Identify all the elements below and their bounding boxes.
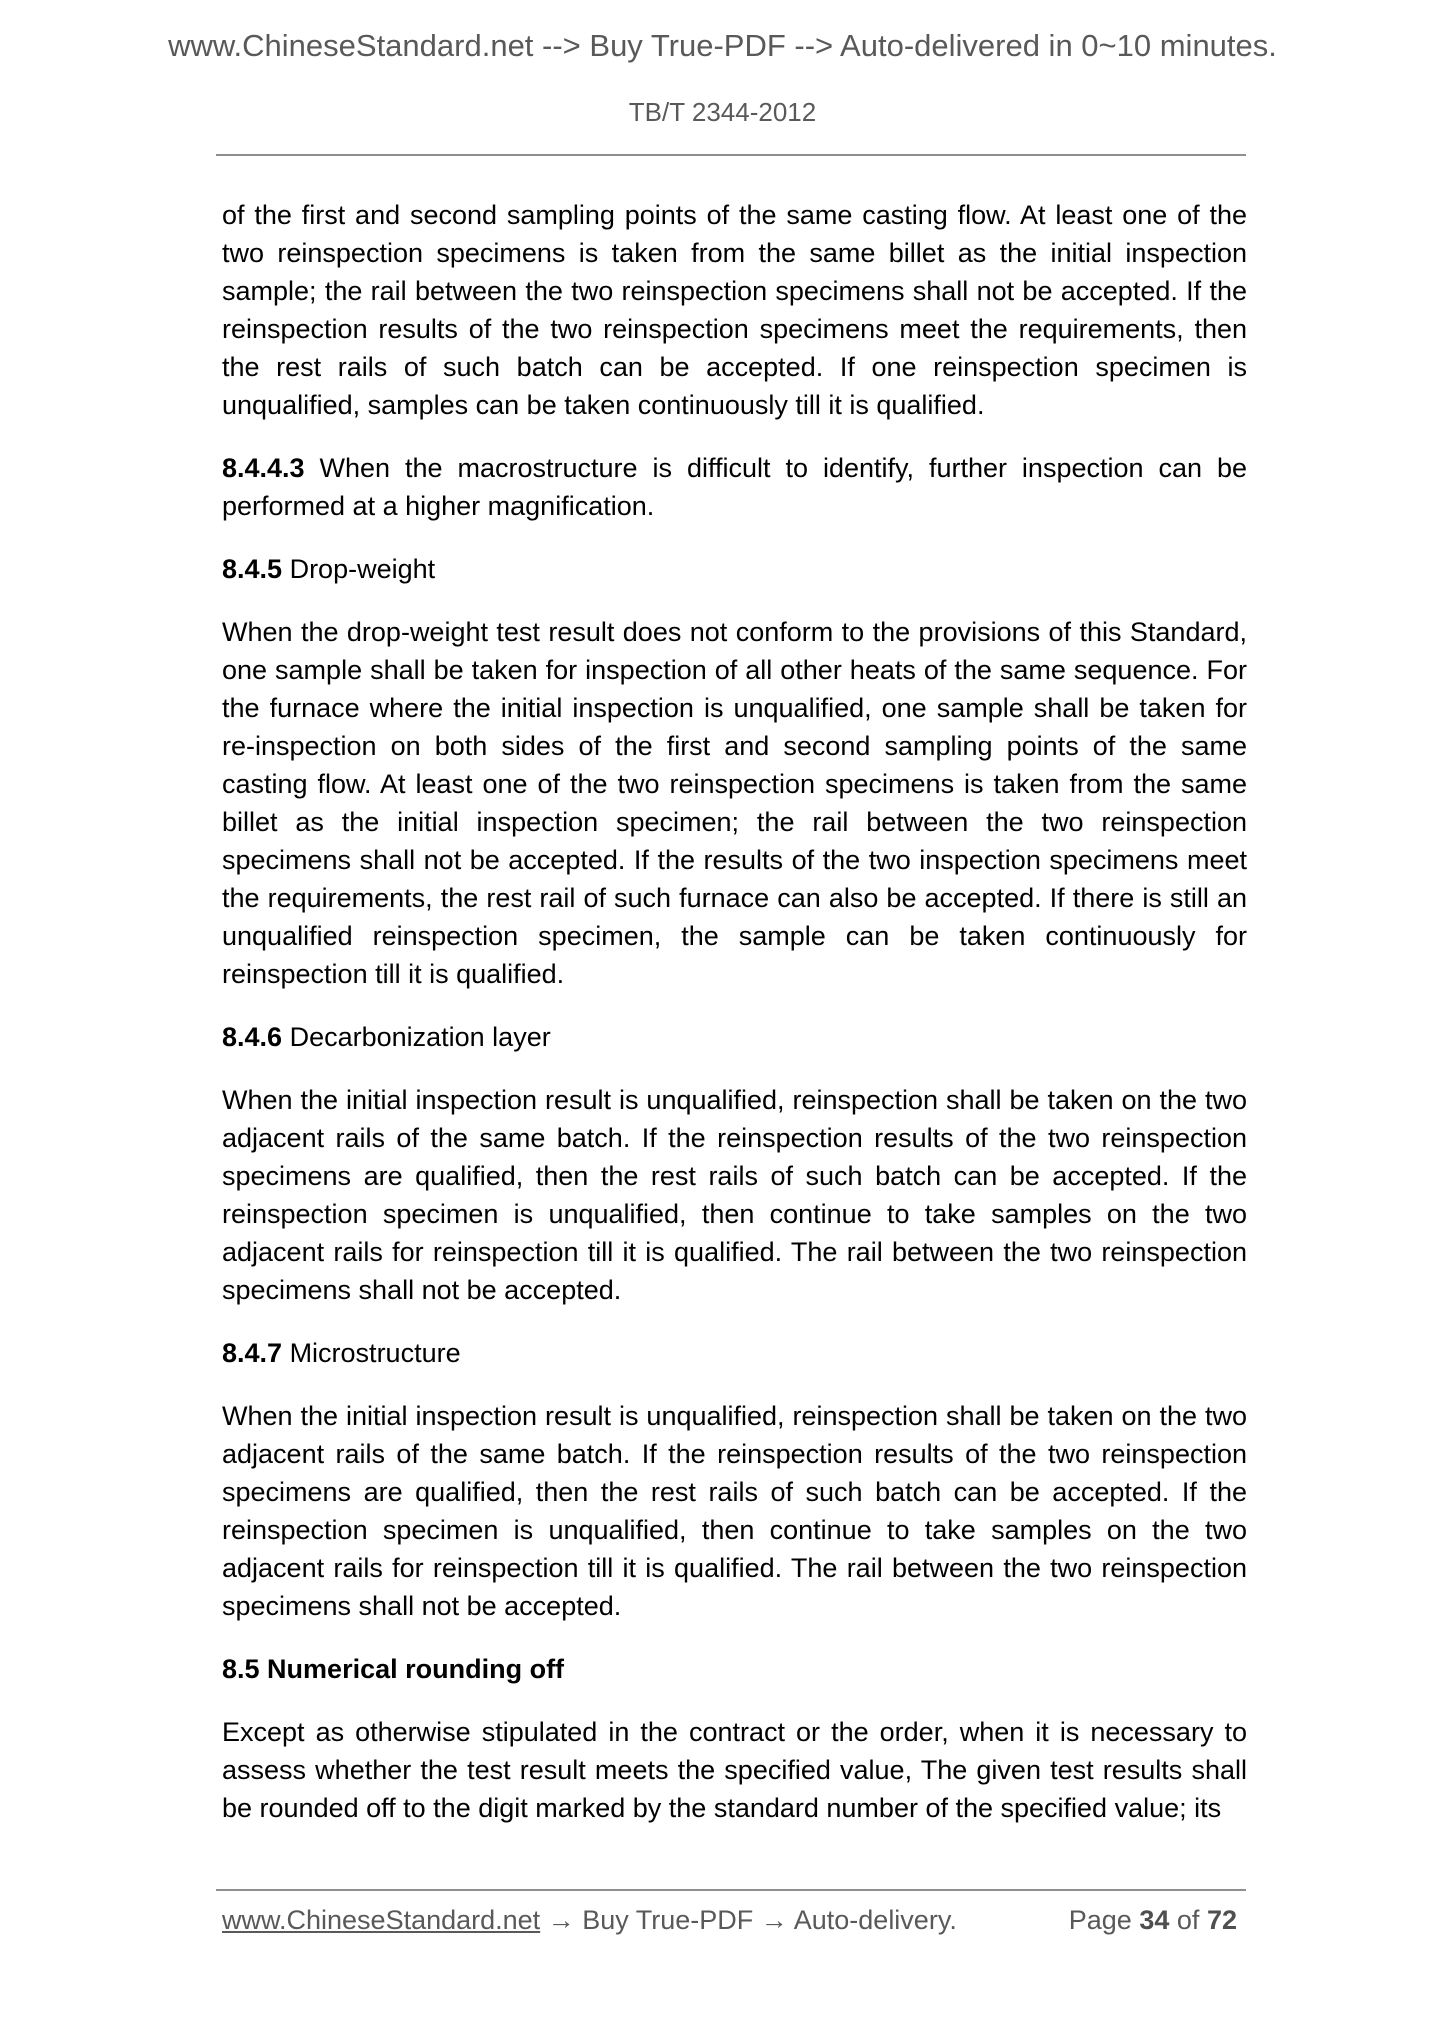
clause-8-4-4-3-paragraph [222,449,1247,525]
document-body [222,196,1247,1852]
page-word: Page [1068,1905,1132,1935]
section-number: 8.4.6 [222,1022,283,1052]
page-number: 34 [1139,1905,1170,1935]
section-title: Numerical rounding off [259,1654,565,1684]
numerical-rounding-paragraph: Except as otherwise stipulated in the contract or the order, when it is necessary to assess whether the test result meets the specified value, The given test results shall be rounded off to the digit marked by the standard number of the specified value; its [222,1717,1247,1823]
section-number: 8.4.4.3 [222,453,305,483]
section-8-4-7-heading [222,1334,1247,1372]
section-number: 8.5 [222,1654,260,1684]
doc-code: TB/T 2344-2012 [628,97,817,127]
promo-banner: www.ChineseStandard.net --> Buy True-PDF --> Auto-delivered in 0~10 minutes. [168,28,1277,63]
decarbonization-paragraph: When the initial inspection result is unqualified, reinspection shall be taken on the two adjacent rails of the same batch. If the reinspection results of the two reinspection specimens are qualified, then the rest rails of such batch can be accepted. If the reinspection specimen is unqualified, then continue to take samples on the two adjacent rails for reinspection till it is qualified. The rail between the two reinspection specimens shall not be accepted. [222,1085,1247,1305]
section-8-4-5-heading [222,550,1247,588]
footer-left [222,1902,957,1938]
section-8-4-6-heading [222,1018,1247,1056]
section-title: Drop-weight [282,554,436,584]
section-number: 8.4.7 [222,1338,283,1368]
microstructure-paragraph: When the initial inspection result is unqualified, reinspection shall be taken on the two adjacent rails of the same batch. If the reinspection results of the two reinspection specimens are qualified, then the rest rails of such batch can be accepted. If the reinspection specimen is unqualified, then continue to take samples on the two adjacent rails for reinspection till it is qualified. The rail between the two reinspection specimens shall not be accepted. [222,1401,1247,1621]
section-title: Decarbonization layer [282,1022,551,1052]
of-word: of [1176,1905,1200,1935]
page-indicator [1069,1902,1247,1938]
page-footer [222,1902,1247,1938]
footer-rule [216,1889,1246,1891]
footer-tagline: → Buy True-PDF → Auto-delivery. [540,1905,957,1935]
footer-site-link[interactable]: www.ChineseStandard.net [222,1905,541,1935]
intro-paragraph: of the first and second sampling points of the same casting flow. At least one of the two reinspection specimens is taken from the same billet as the initial inspection sample; the rail between the two reinspection specimens shall not be accepted. If the reinspection results of the two reinspection specimens meet the requirements, then the rest rails of such batch can be accepted. If one reinspection specimen is unqualified, samples can be taken continuously till it is qualified. [222,200,1247,420]
section-title: Microstructure [282,1338,461,1368]
total-pages: 72 [1206,1905,1237,1935]
section-number: 8.4.5 [222,554,283,584]
section-text: When the macrostructure is difficult to identify, further inspection can be performed at a higher magnification. [222,453,1247,521]
section-8-5-heading [222,1650,1247,1688]
header-rule [216,154,1246,156]
drop-weight-paragraph: When the drop-weight test result does not conform to the provisions of this Standard, one sample shall be taken for inspection of all other heats of the same sequence. For the furnace where the initial inspection is unqualified, one sample shall be taken for re-inspection on both sides of the first and second sampling points of the same casting flow. At least one of the two reinspection specimens is taken from the same billet as the initial inspection specimen; the rail between the two reinspection specimens shall not be accepted. If the results of the two inspection specimens meet the requirements, the rest rail of such furnace can also be accepted. If there is still an unqualified reinspection specimen, the sample can be taken continuously for reinspection till it is qualified. [222,617,1247,989]
